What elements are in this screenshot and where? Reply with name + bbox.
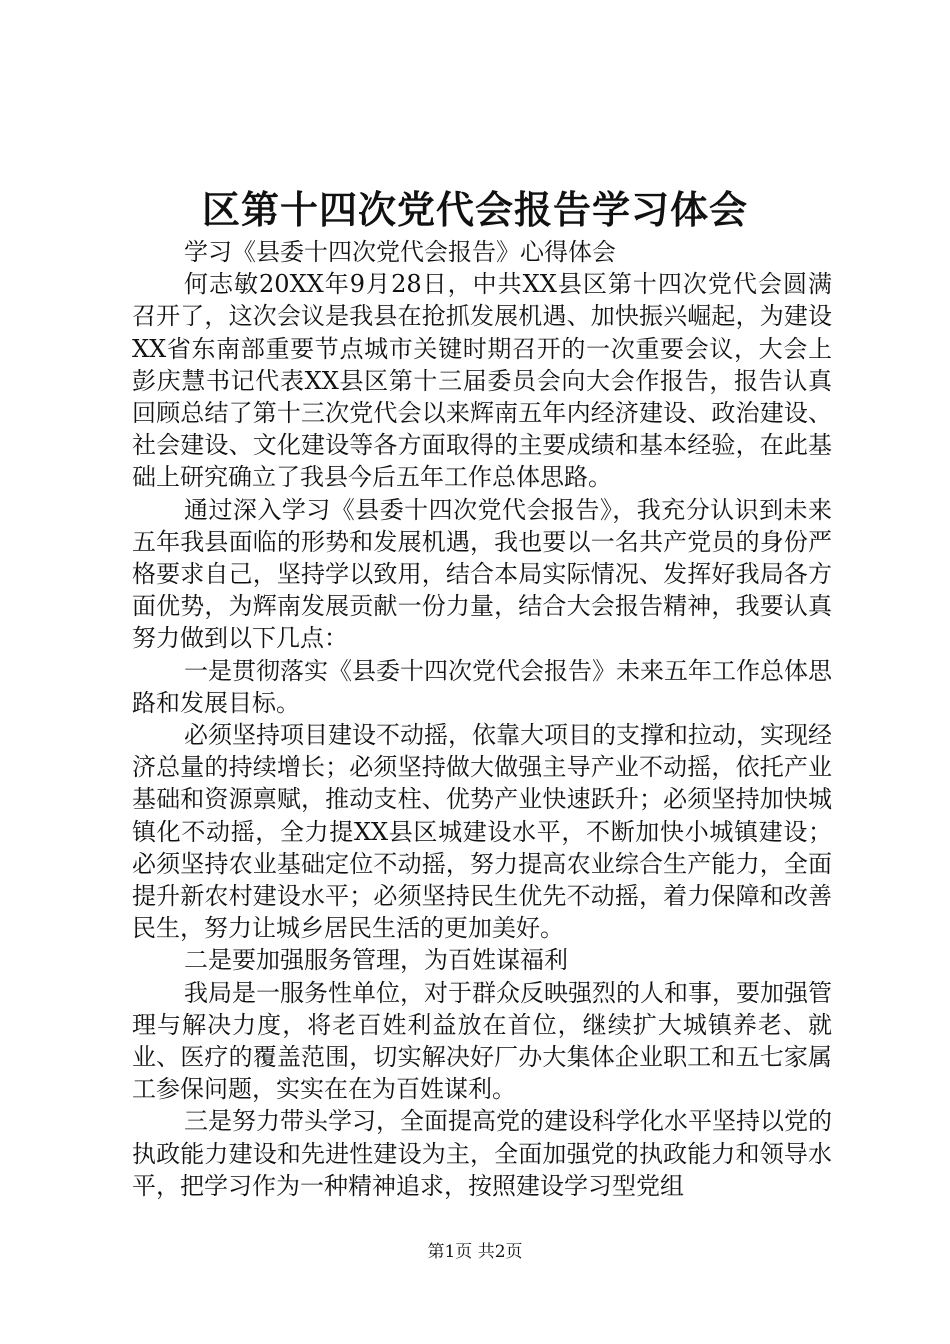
document-title: 区第十四次党代会报告学习体会 xyxy=(201,187,748,232)
paragraph-3: 一是贯彻落实《县委十四次党代会报告》未来五年工作总体思路和发展目标。 xyxy=(132,656,832,717)
paragraph-4: 必须坚持项目建设不动摇，依靠大项目的支撑和拉动，实现经济总量的持续增长；必须坚持做大做强主导产业不动摇，依托产业基础和资源禀赋，推动支柱、优势产业快速跃升；必须坚持加快城镇化不动摇，全力提XX县区城建设水平，不断加快小城镇建设；必须坚持农业基础定位不动摇，努力提高农业综合生产能力，全面提升新农村建设水平；必须坚持民生优先不动摇，着力保障和改善民生，努力让城乡居民生活的更加美好。 xyxy=(132,721,832,943)
page-number-footer: 第1页 共2页 xyxy=(427,1242,523,1262)
paragraph-5: 二是要加强服务管理，为百姓谋福利 xyxy=(184,946,568,975)
paragraph-6: 我局是一服务性单位，对于群众反映强烈的人和事，要加强管理与解决力度，将老百姓利益放在首位，继续扩大城镇养老、就业、医疗的覆盖范围，切实解决好厂办大集体企业职工和五七家属工参保问题，实实在在为百姓谋利。 xyxy=(132,978,832,1104)
paragraph-7: 三是努力带头学习，全面提高党的建设科学化水平坚持以党的执政能力建设和先进性建设为主，全面加强党的执政能力和领导水平，把学习作为一种精神追求，按照建设学习型党组 xyxy=(132,1107,832,1200)
paragraph-1: 何志敏20XX年9月28日，中共XX县区第十四次党代会圆满召开了，这次会议是我县在抢抓发展机遇、加快振兴崛起，为建设XX省东南部重要节点城市关键时期召开的一次重要会议，大会上彭庆慧书记代表XX县区第十三届委员会向大会作报告，报告认真回顾总结了第十三次党代会以来辉南五年内经济建设、政治建设、社会建设、文化建设等各方面取得的主要成绩和基本经验，在此基础上研究确立了我县今后五年工作总体思路。 xyxy=(132,270,832,492)
paragraph-2: 通过深入学习《县委十四次党代会报告》，我充分认识到未来五年我县面临的形势和发展机遇，我也要以一名共产党员的身份严格要求自己，坚持学以致用，结合本局实际情况、发挥好我局各方面优势，为辉南发展贡献一份力量，结合大会报告精神，我要认真努力做到以下几点： xyxy=(132,495,832,653)
document-body xyxy=(132,236,832,1202)
paragraph-subtitle: 学习《县委十四次党代会报告》心得体会 xyxy=(184,238,616,266)
